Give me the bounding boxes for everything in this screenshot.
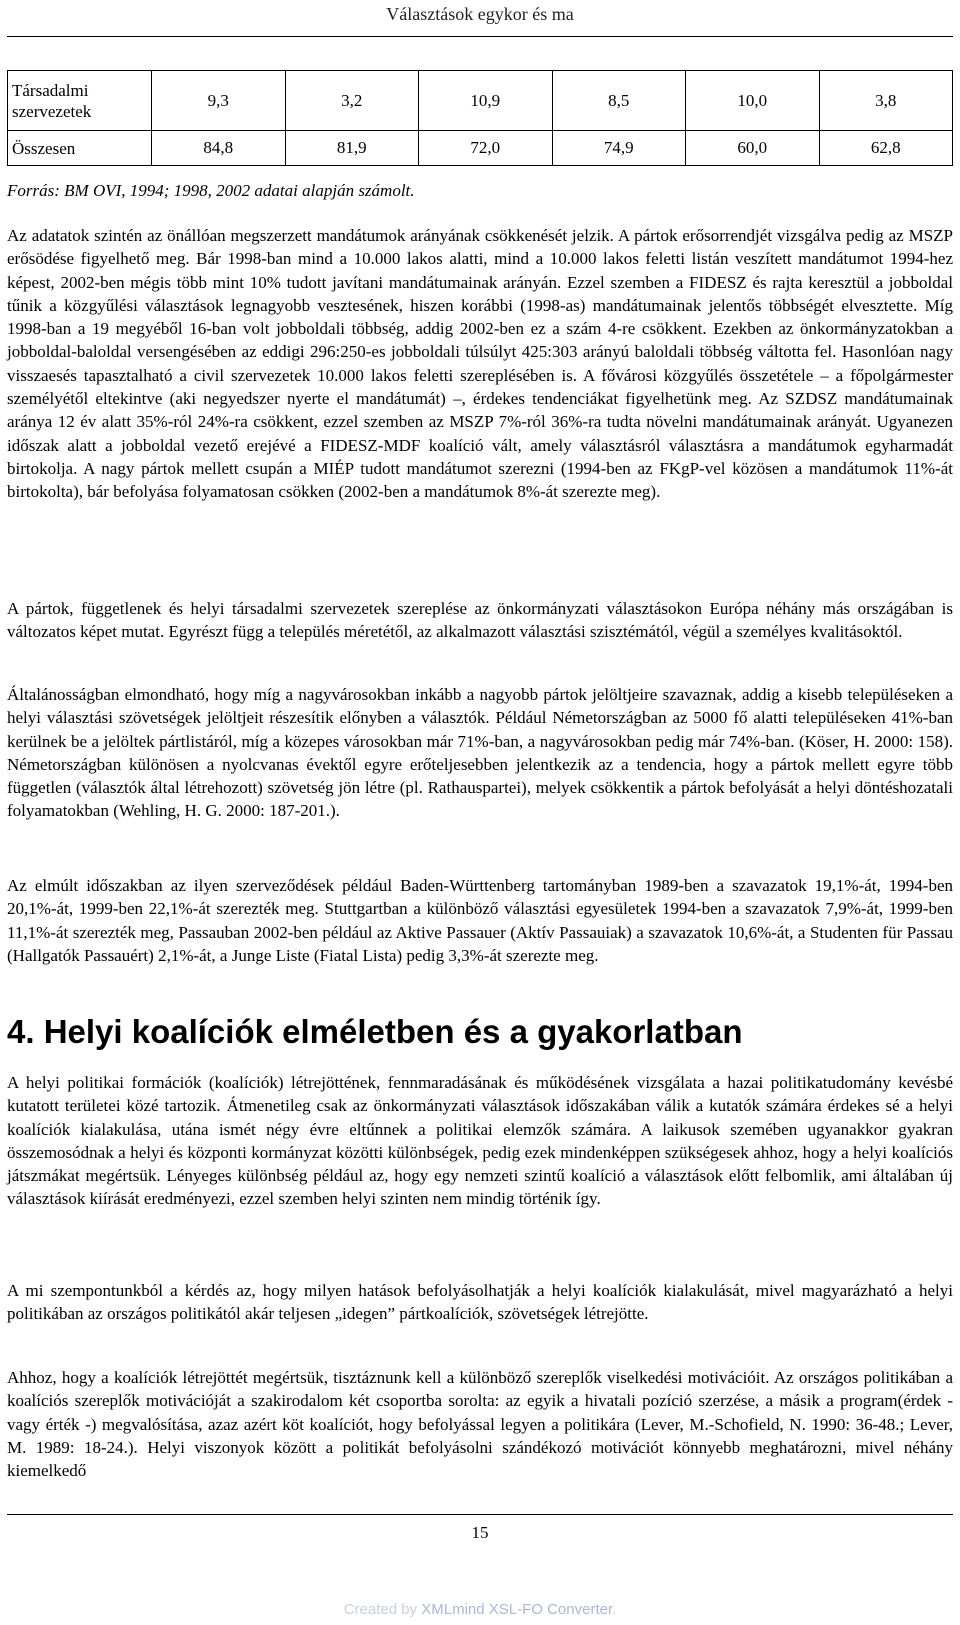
body-paragraph: Általánosságban elmondható, hogy míg a nagyvárosokban inkább a nagyobb pártok jelöltjeire szavaznak, addig a kisebb településeken a helyi választási szövetségek jelöltjeit részesítik előnyben a választók. Például Németországban az 5000 fő alatti településeken 41%-ban kerülnek be a jelöltek pártlistáról, míg a közepes városokban már 71%-ban, a nagyvárosokban pedig már 74%-ban. (Köser, H. 2000: 158). Németországban különösen a nyolcvanas évektől egyre erőteljesebben jelentkezik az a tendencia, hogy a pártok mellett egyre több független (választók által létrehozott) szövetség jön létre (pl. Rathauspartei), melyek csökkentik a pártok befolyását a helyi döntéshozatali folyamatokban (Wehling, H. G. 2000: 187-201.). bbox=[7, 685, 953, 821]
table-row-label: Társadalmi szervezetek bbox=[8, 71, 152, 131]
body-paragraph: A pártok, függetlenek és helyi társadalmi szervezetek szereplése az önkormányzati választásokon Európa néhány más országában is változatos képet mutat. Egyrészt függ a település méretétől, az alkalmazott választási szisztémától, végül a személyes kvalitásoktól. bbox=[7, 599, 953, 642]
body-paragraph: A mi szempontunkból a kérdés az, hogy milyen hatások befolyásolhatják a helyi koalíciók kialakulását, mivel magyarázható a helyi politikában az országos politikától akár teljesen „idegen” pártkoalíciók, szövetségek létrejötte. bbox=[7, 1281, 953, 1324]
table-cell: 10,9 bbox=[419, 71, 553, 131]
table-cell: 8,5 bbox=[552, 71, 686, 131]
generator-prefix: Created by bbox=[343, 1601, 422, 1618]
body-paragraph: Ahhoz, hogy a koalíciók létrejöttét megértsük, tisztáznunk kell a különböző szereplők viselkedési motivációit. Az országos politikában a koalíciós szereplők motivációját a szakirodalom két csoportba sorolta: az egyik a hivatali pozíció szerzése, a másik a program(érdek - vagy érték -) megvalósítása, azaz azért köt koalíciót, hogy befolyással legyen a politikára (Lever, M.-Schofield, N. 1990: 36-48.; Lever, M. 1989: 18-24.). Helyi viszonyok között a politikát befolyásolni szándékozó motivációt könnyebb meghatározni, mivel néhány kiemelkedő bbox=[7, 1368, 953, 1481]
body-paragraph: Az adatatok szintén az önállóan megszerzett mandátumok arányának csökkenését jelzik. A pártok erősorrendjét vizsgálva pedig az MSZP erősödése figyelhető meg. Bár 1998-ban mind a 10.000 lakos alatti, mind a 10.000 lakos feletti listán veszített mandátumot 1994-hez képest, 2002-ben mégis több mint 10% tudott javítani mandátumainak arányán. Ezzel szemben a FIDESZ és rajta keresztül a jobboldal tűnik a közgyűlési választások legnagyobb vesztesének, hiszen korábbi (1998-as) mandátumainak jelentős többségét elvesztette. Míg 1998-ban a 19 megyéből 16-ban volt jobboldali többség, addig 2002-ben ez a szám 4-re csökkent. Ezekben az önkormányzatokban a jobboldal-baloldal versengésében az eddigi 296:250-es jobboldali túlsúlyt 425:303 arányú baloldali többség váltotta fel. Hasonlóan nagy visszaesés tapasztalható a civil szervezetek 10.000 lakos feletti szereplésében is. A fővárosi közgyűlés összetétele – a főpolgármester személyétől eltekintve (aki negyedszer nyerte el mandátumát) –, érdekes tendenciákat figyelhetünk meg. Az SZDSZ mandátumainak aránya 12 év alatt 35%-ról 24%-ra csökkent, ezzel szemben az MSZP 7%-ról 36%-ra tudta növelni mandátumainak arányát. Ugyanezen időszak alatt a jobboldal vezető erejévé a FIDESZ-MDF koalíció vált, amely választásról választásra a mandátumok egyharmadát birtokolja. A nagy pártok mellett csupán a MIÉP tudott mandátumot szerezni (1994-ben az FKgP-vel közösen a mandátumok 11%-át birtokolta), bár befolyása folyamatosan csökken (2002-ben a mandátumok 8%-át szerezte meg). bbox=[7, 226, 953, 502]
body-paragraph: A helyi politikai formációk (koalíciók) létrejöttének, fennmaradásának és működésének vizsgálata a hazai politikatudomány kevésbé kutatott területei közé tartozik. Átmenetileg csak az önkormányzati választások időszakában válik a kutatók számára érdekes sé a helyi koalíciók kialakulása, utána ismét négy évre eltűnnek a politikai elemzők számára. A laikusok szemében ugyanakkor gyakran összemosódnak a helyi és központi kormányzat közötti különbségek, pedig ezek mindenképpen szükségesek ahhoz, hogy a helyi koalíciós játszmákat megértsük. Lényeges különbség például az, hogy egy nemzeti szintű koalíció a választások előtt felbomlik, ami általában új választások kiírását eredményezi, ezzel szemben helyi szinten nem mindig történik így. bbox=[7, 1073, 953, 1209]
table-cell: 72,0 bbox=[419, 131, 553, 166]
table-cell: 74,9 bbox=[552, 131, 686, 166]
table-cell: 9,3 bbox=[152, 71, 286, 131]
body-paragraph: Az elmúlt időszakban az ilyen szerveződések például Baden-Württenberg tartományban 1989-ben a szavazatok 19,1%-át, 1994-ben 20,1%-át, 1999-ben 22,1%-át szerezték meg. Stuttgartban a különböző választási egyesületek 1994-ben a szavazatok 7,9%-át, 1999-ben 11,1%-át szerezték meg, Passauban 2002-ben például az Aktive Passauer (Aktív Passauiak) a szavazatok 10,6%-át, a Studenten für Passau (Hallgatók Passauért) 2,1%-át, a Junge Liste (Fiatal Lista) pedig 3,3%-át szerezte meg. bbox=[7, 876, 953, 965]
mandate-table bbox=[7, 70, 953, 166]
generator-credit bbox=[0, 1601, 960, 1618]
generator-suffix: . bbox=[612, 1601, 617, 1618]
table-cell: 3,2 bbox=[285, 71, 419, 131]
header-divider bbox=[7, 36, 953, 37]
footer-divider bbox=[7, 1514, 953, 1515]
page-number: 15 bbox=[471, 1523, 489, 1542]
table-source-note: Forrás: BM OVI, 1994; 1998, 2002 adatai alapján számolt. bbox=[7, 181, 415, 200]
generator-link[interactable]: XMLmind XSL-FO Converter bbox=[421, 1601, 613, 1618]
table-row bbox=[8, 131, 953, 166]
table-row bbox=[8, 71, 953, 131]
table-cell: 84,8 bbox=[152, 131, 286, 166]
section-heading: 4. Helyi koalíciók elméletben és a gyakorlatban bbox=[7, 1013, 743, 1050]
table-cell: 3,8 bbox=[819, 71, 953, 131]
table-cell: 81,9 bbox=[285, 131, 419, 166]
table-cell: 62,8 bbox=[819, 131, 953, 166]
running-header: Választások egykor és ma bbox=[386, 4, 574, 24]
table-row-label: Összesen bbox=[8, 131, 152, 166]
table-cell: 60,0 bbox=[686, 131, 820, 166]
table-cell: 10,0 bbox=[686, 71, 820, 131]
